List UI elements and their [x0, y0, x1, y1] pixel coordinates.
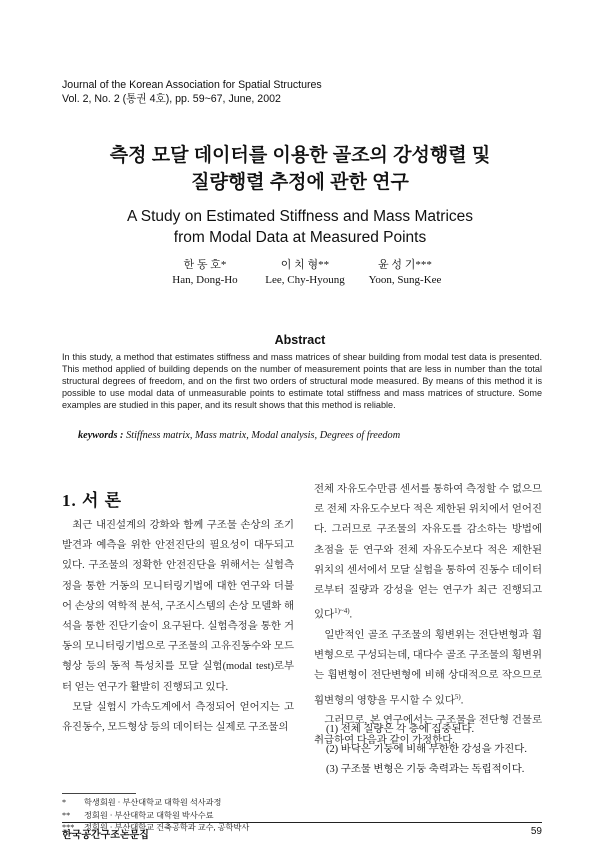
footnote-2-text: 정회원 · 부산대학교 대학원 박사수료 [84, 810, 214, 820]
abstract-heading: Abstract [274, 333, 326, 347]
footnote-3-mark: *** [62, 823, 75, 832]
author-list [160, 258, 450, 288]
paragraph-3-end: . [349, 609, 353, 621]
journal-footer-name: 한국공간구조논문집 [62, 830, 149, 841]
paragraph-3-text: 전체 자유도수만큼 센서를 통하여 측정할 수 없으므로 전체 자유도수보다 적은 제한된 위치에서 얻어진다. 그러므로 구조물의 자유도를 감소하는 방법에 초점을 둔 연구와 전체 자유도수보다 적은 제한된 위치의 센서에서 모달 실험을 통하여 진동수 데이터로부터 질량과 강성을 얻는 연구가 최근 진행되고 있다 [314, 484, 542, 621]
keywords-label: keywords : [78, 430, 124, 441]
paragraph-1: 최근 내진설계의 강화와 함께 구조물 손상의 조기 발견과 예측을 위한 안전진단의 필요성이 대두되고 있다. 구조물의 정확한 안전진단을 위해서는 실험측정을 통한 거동의 모니터링기법에 대한 연구와 더불어 손상의 역학적 분석, 구조시스템의 손상 모델화 해석을 통한 진단기술이 요구된다. 실험측정을 통한 거동의 모니터링기법으로 구조물의 고유진동수와 모드형상 등의 동적 특성치를 모달 실험(modal test)로부터 얻는 연구가 활발히 진행되고 있다. [62, 520, 294, 693]
author-2 [260, 258, 350, 288]
footer-divider [62, 822, 542, 823]
title-korean-line1: 측정 모달 데이터를 이용한 골조의 강성행렬 및 [109, 145, 491, 166]
author-1-english: Han, Dong-Ho [172, 274, 238, 286]
left-column [62, 516, 294, 738]
footnote-1-mark: * [62, 798, 67, 807]
citation-5: 5) [454, 692, 461, 701]
author-2-korean: 이 치 형** [280, 259, 330, 271]
footnote-1 [62, 797, 302, 810]
page-number: 59 [530, 826, 542, 837]
abstract-text: In this study, a method that estimates stiffness and mass matrices of shear building from modal test data is presented. This method applied of building depends on the number of measurement points that are less in number than the total structural degrees of freedom, and on the first two orders of structural mode measured. By means of this method it is possible to use modal data of unmeasurable points to estimate total stiffness and mass matrices of structure. Some examples are studied in this paper, and its result shows that this method is reliable. [62, 352, 542, 410]
author-3 [360, 258, 450, 288]
keywords-text: Stiffness matrix, Mass matrix, Modal analysis, Degrees of freedom [126, 430, 401, 441]
title-english-line2: from Modal Data at Measured Points [173, 229, 427, 246]
paragraph-5: 그러므로, 본 연구에서는 구조물을 전단형 건물로 취급하여 다음과 같이 가정한다. [314, 715, 542, 747]
footnote-3-text: 정회원 · 부산대학교 건축공학과 교수, 공학박사 [84, 823, 250, 832]
assumption-2: (2) 바닥은 기둥에 비해 무한한 강성을 가진다. [326, 744, 527, 755]
assumption-3: (3) 구조물 변형은 기둥 축력과는 독립적이다. [326, 764, 525, 775]
footnote-divider [62, 793, 136, 794]
paragraph-4-text: 일반적인 골조 구조물의 횡변위는 전단변형과 휨변형으로 구성되는데, 대다수 골조 구조물의 횡변위는 휨변형이 전단변형에 비해 상대적으로 작으므로 휨변형의 영향을 무시할 수 있다 [314, 629, 542, 706]
assumption-list [326, 720, 546, 780]
author-3-korean: 윤 성 기*** [378, 259, 432, 271]
paragraph-4-end: . [460, 694, 464, 706]
title-korean-line2: 질량행렬 추정에 관한 연구 [191, 172, 409, 193]
author-2-english: Lee, Chy-Hyoung [265, 274, 345, 286]
journal-info [62, 78, 322, 106]
title-korean [0, 142, 600, 196]
title-english-line1: A Study on Estimated Stiffness and Mass Matrices [126, 208, 474, 225]
footnote-2-mark: ** [62, 810, 71, 820]
footnote-1-text: 학생회원 · 부산대학교 대학원 석사과정 [84, 798, 222, 807]
assumption-1: (1) 전체 질량은 각 층에 집중된다. [326, 724, 475, 735]
author-1-korean: 한 동 호* [183, 259, 227, 271]
author-3-english: Yoon, Sung-Kee [368, 274, 442, 286]
paragraph-4 [314, 626, 542, 711]
journal-name: Journal of the Korean Association for Spatial Structures [62, 79, 322, 91]
page-footer [62, 826, 542, 841]
section-title: 1. 서 론 [62, 491, 123, 510]
paragraph-3 [314, 480, 542, 626]
paragraph-2: 모달 실험시 가속도계에서 측정되어 얻어지는 고유진동수, 모드형상 등의 데이터는 실제로 구조물의 [62, 701, 294, 734]
footnote-2 [62, 810, 302, 823]
title-english [0, 206, 600, 248]
journal-issue: Vol. 2, No. 2 (통권 4호), pp. 59~67, June, 2002 [62, 93, 281, 105]
citation-1-4: 1)~4) [334, 607, 350, 616]
author-1 [160, 258, 250, 288]
right-column [314, 480, 542, 752]
keywords [78, 430, 400, 441]
